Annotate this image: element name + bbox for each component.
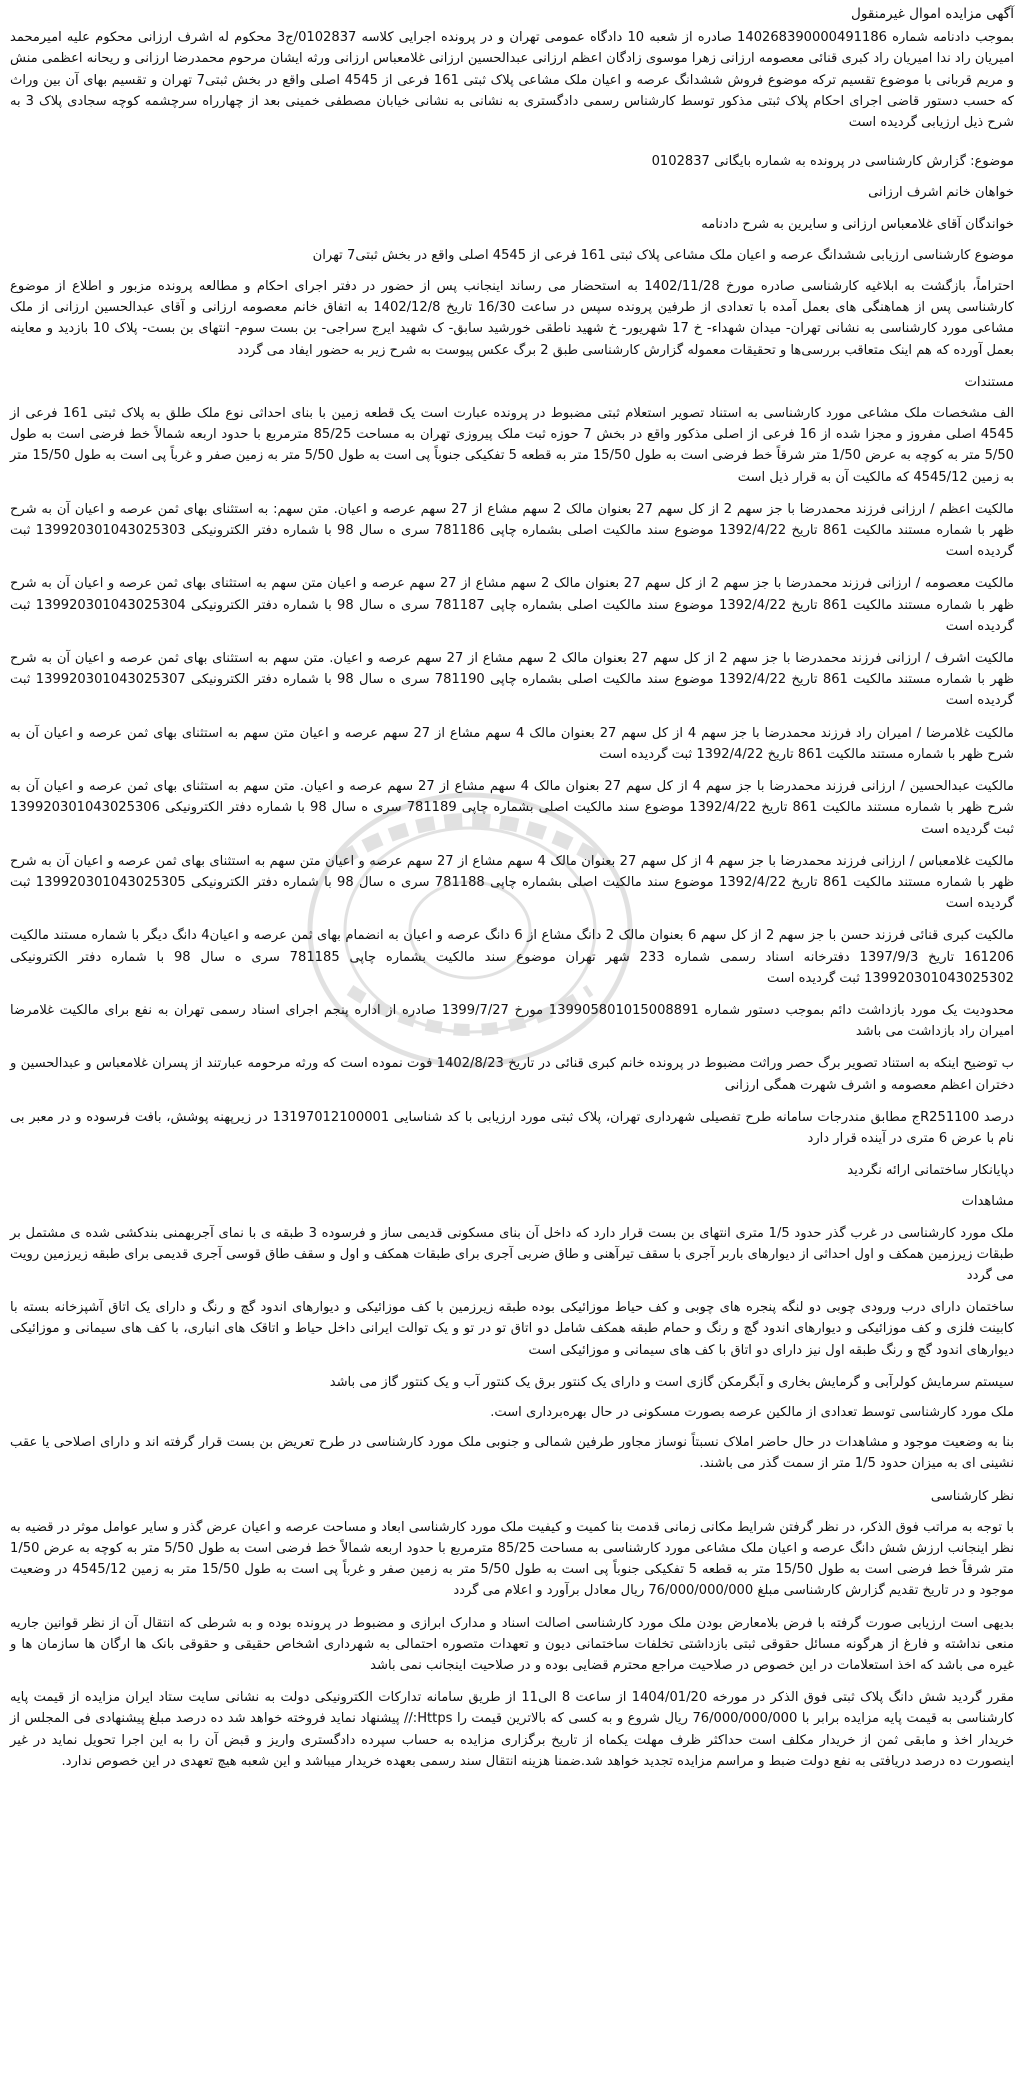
ownership-paragraph-7: مالکیت کبری قنائی فرزند حسن با جز سهم 2 از کل سهم 6 بعنوان مالک 2 دانگ مشاع از 6 دانگ عرصه و اعیان به انضمام بهای ثمن عرصه و اعیان4 دانگ دیگر با شماره مستند مالکیت 161206 تاریخ 1397/9/3 دفترخانه اسناد رسمی شماره 233 شهر تهران موضوع سند مالکیت بشماره چاپی 781185 سری ه سال 98 با شماره دفتر الکترونیکی 139920301043025302 ثبت گردیده است: [10, 928, 1015, 986]
expert-opinion-paragraph-2: بدیهی است ارزیابی صورت گرفته با فرض بلامعارض بودن ملک مورد کارشناسی اصالت اسناد و مدارک ابرازی و مضبوط در پرونده بوده و به شرطی که انتقال آن از نظر قوانین جاریه منعی نداشته و فارغ از هرگونه مسائل حقوقی ثبتی بازداشتی تخلفات ساختمانی دیون و تعهدات متصوره احتمالی به شهرداری اشخاص حقیقی و حقوقی بانک ها ارگان ها سازمان ها و غیره می باشد که اخذ استعلامات در این خصوص در صلاحیت مراجع محترم قضایی بوده و در صلاحیت اینجانب نمی باشد: [10, 1615, 1014, 1673]
observation-paragraph-3: سیستم سرمایش کولرآبی و گرمایش بخاری و آبگرمکن گازی است و دارای یک کنتور برق یک کنتور آب و یک کنتور گاز می باشد: [329, 1374, 1014, 1390]
plaintiff-line: خواهان خانم اشرف ارزانی: [868, 185, 1014, 201]
zoning-paragraph: درصد R251100ج مطابق مندرجات سامانه طرح تفصیلی شهرداری تهران، پلاک ثبتی مورد ارزیابی با کد شناسایی 13197012100001 در زیرپهنه پوشش، بافت فرسوده و در معبر بی نام با عرض 6 متری در آینده قرار دارد: [10, 1109, 1014, 1146]
observations-heading: مشاهدات: [961, 1194, 1014, 1210]
respect-paragraph: احتراماً، بازگشت به ابلاغیه کارشناسی صادره مورخ 1402/11/28 به استحضار می رساند اینجانب پس از حضور در دفتر اجرای احکام و مطالعه پرونده مزبور و اطلاع از موضوع کارشناسی پس از هماهنگی های بعمل آمده با تعدادی از طرفین پرونده سپس در ساعت 16/30 تاریخ 1402/12/8 به اتفاق خانم معصومه ارزانی و آقای عبدالحسین ارزانی از ملک مشاعی مورد کارشناسی به نشانی تهران- میدان شهداء- خ 17 شهریور- خ شهید ناطقی خورشید سابق- ک شهید ایرج سراجی- بن بست سوم- انتهای بن بست- پلاک 10 بازدید و معاینه بعمل آورده که هم اینک متعاقب بررسی‌ها و تحقیقات معموله گزارش کارشناسی طبق 2 برگ عکس پیوست به شرح زیر به حضور ایفاد می گردد: [10, 279, 1014, 358]
auction-terms-paragraph: مقرر گردید شش دانگ پلاک ثبتی فوق الذکر در مورخه 1404/01/20 از ساعت 8 الی11 از طریق سامانه تدارکات الکترونیکی دولت به نشانی سایت ستاد ایران مزایده از قیمت پایه کارشناسی به قیمت پایه مزایده برابر با 76/000/000/000 ریال شروع و به کسی که بالاترین قیمت را Https:// پیشنهاد نماید فروخته خواهد شد ده درصد مبلغ پیشنهادی فی المجلس از خریدار اخذ و مابقی ثمن از خریدار مکلف است حداکثر ظرف مهلت یکماه از تاریخ برگزاری مزایده به حساب سپرده دادگستری واریز و قبض آن را به این اجرا تحویل نماید در غیر اینصورت ده درصد دریافتی به نفع دولت ضبط و مراسم مزایده تجدید خواهد شد.ضمنا هزینه انتقال سند رسمی بعهده خریدار میباشد و این شعبه هیچ تعهدی در این خصوص ندارد.: [10, 1690, 1014, 1769]
notice-title: آگهی مزایده اموال غیرمنقول: [850, 6, 1014, 22]
completion-certificate-line: دپایانکار ساختمانی ارائه نگردید: [847, 1163, 1014, 1179]
ownership-paragraph-6: مالکیت غلامعباس / ارزانی فرزند محمدرضا با جز سهم 4 از کل سهم 27 بعنوان مالک 4 سهم مشاع از 27 سهم عرصه و اعیان متن سهم به استثنای بهای ثمن عرصه و اعیان آن به شرح ظهر با شماره مستند مالکیت 861 تاریخ 1392/4/22 موضوع سند مالکیت اصلی بشماره چاپی 781188 سری ه سال 98 با شماره دفتر الکترونیکی 139920301043025305 ثبت گردیده است: [10, 853, 1014, 912]
expert-opinion-heading: نظر کارشناسی: [930, 1488, 1014, 1504]
ownership-paragraph-1: مالکیت اعظم / ارزانی فرزند محمدرضا با جز سهم 2 از کل سهم 27 بعنوان مالک 2 سهم مشاع از 27 سهم عرصه و اعیان. متن سهم: به استثنای بهای ثمن عرصه و اعیان آن به شرح ظهر با شماره مستند مالکیت 861 تاریخ 1392/4/22 موضوع سند مالکیت اصلی بشماره چاپی 781186 سری ه سال 98 با شماره دفتر الکترونیکی 139920301043025303 ثبت گردیده است: [10, 501, 1015, 560]
subject-line: موضوع: گزارش کارشناسی در پرونده به شماره بایگانی 0102837: [651, 154, 1014, 170]
inheritance-paragraph: ب توضیح اینکه به استناد تصویر برگ حصر وراثت مضبوط در پرونده خانم کبری قنائی در تاریخ 1402/8/23 فوت نموده است که ورثه مرحومه عبارتند از پسران غلامعباس و عبدالحسین و دختران اعظم معصومه و اشرف شهرت همگی ارزانی: [10, 1056, 1014, 1093]
documents-heading: مستندات: [964, 374, 1014, 390]
defendant-line: خواندگان آقای غلامعباس ارزانی و سایرین به شرح دادنامه: [701, 216, 1014, 232]
expert-opinion-paragraph-1: با توجه به مراتب فوق الذکر، در نظر گرفتن شرایط مکانی زمانی قدمت بنا کمیت و کیفیت ملک مورد کارشناسی ابعاد و مساحت عرصه و اعیان عرض گذر و سایر عوامل موثر در قضیه به نظر اینجانب ارزش شش دانگ عرصه و اعیان ملک مشاعی مورد کارشناسی به مساحت 85/25 مترمربع با حدود اربعه شمالاً خط فرضی است به طول 5/50 متر به کوچه به عرض 1/50 متر شرقاً خط فرضی است به طول 15/50 متر به قطعه 5 تفکیکی جنوباً پی است به طول 5/50 متر به زمین صفر و غرباً پی است به طول 15/50 متر به زمین 4545/12 در وضعیت موجود و در تاریخ تقدیم گزارش کارشناسی مبلغ 76/000/000/000 ریال معادل برآورد و اعلام می گردد: [10, 1519, 1015, 1599]
topic-line: موضوع کارشناسی ارزیابی ششدانگ عرصه و اعیان ملک مشاعی پلاک ثبتی 161 فرعی از 4545 اصلی واقع در بخش ثبتی7 تهران: [312, 247, 1014, 263]
ownership-paragraph-2: مالکیت معصومه / ارزانی فرزند محمدرضا با جز سهم 2 از کل سهم 27 بعنوان مالک 2 سهم مشاع از 27 سهم عرصه و اعیان متن سهم به استثنای بهای ثمن عرصه و اعیان آن به شرح ظهر با شماره مستند مالکیت 861 تاریخ 1392/4/22 موضوع سند مالکیت اصلی بشماره چاپی 781187 سری ه سال 98 با شماره دفتر الکترونیکی 139920301043025304 ثبت گردیده است: [10, 576, 1014, 634]
ownership-paragraph-5: مالکیت عبدالحسین / ارزانی فرزند محمدرضا با جز سهم 4 از کل سهم 27 بعنوان مالک 4 سهم مشاع از 27 سهم عرصه و اعیان. متن سهم به استثنای بهای ثمن عرصه و اعیان آن به شرح ظهر با شماره مستند مالکیت 861 تاریخ 1392/4/22 موضوع سند مالکیت اصلی بشماره چاپی 781189 سری ه سال 98 با شماره دفتر الکترونیکی 139920301043025306 ثبت گردیده است: [10, 779, 1014, 837]
observation-paragraph-2: ساختمان دارای درب ورودی چوبی دو لنگه پنجره های چوبی و کف حیاط موزائیکی بوده طبقه زیرزمین با کف موزائیکی و دیوارهای اندود گچ و رنگ و دارای یک اتاق آشپزخانه بسته با کابینت فلزی و کف موزائیکی و دیوارهای اندود گچ و رنگ و حمام طبقه همکف شامل دو اتاق تو در تو و یک توالت ایرانی داخل حیاط و اتاقک های انباری، با کف های سیمانی و موزائیکی دیوارهای اندود گچ و رنگ طبقه اول نیز دارای دو اتاق با کف های سیمانی و موزائیکی است: [10, 1300, 1014, 1358]
property-spec-paragraph: الف مشخصات ملک مشاعی مورد کارشناسی به استناد تصویر استعلام ثبتی مضبوط در پرونده عبارت است یک قطعه زمین با بنای احداثی نوع ملک طلق به پلاک ثبتی 161 فرعی از 4545 اصلی مفروز و مجزا شده از 16 فرعی از اصلی مذکور واقع در بخش 7 حوزه ثبت ملک پیروزی تهران به مساحت 85/25 مترمربع با حدود اربعه شمالاً خط فرضی است به طول 5/50 متر به کوچه به عرض 1/50 متر شرقاً خط فرضی است به طول 15/50 متر به قطعه 5 تفکیکی جنوباً پی است به طول 5/50 متر به زمین صفر و غرباً پی است به طول 15/50 متر به زمین 4545/12 که مالکیت آن به قرار ذیل است: [10, 406, 1015, 485]
intro-paragraph: بموجب دادنامه شماره 140268390000491186 صادره از شعبه 10 دادگاه عمومی تهران و در پرونده اجرایی کلاسه 0102837/ج3 محکوم له اشرف ارزانی محکوم علیه امیرمحمد امیریان راد ندا امیریان راد کبری قنائی معصومه ارزانی زهرا موسوی زادگان اعظم ارزانی عبدالحسین ارزانی غلامعباس ارزانی ورثه ایشان مرحوم محمدرضا ارزانی و ریحانه اعظمی منش و مریم قربانی با موضوع تقسیم ترکه موضوع فروش ششدانگ عرصه و اعیان ملک مشاعی پلاک ثبتی 161 فرعی از 4545 اصلی واقع در بخش ثبتی7 تهران و تقسیم بهای آن بین وراث که حسب دستور قاضی اجرای احکام پلاک ثبتی مذکور توسط کارشناس رسمی دادگستری به نشانی به نشانی خیابان مصطفی خمینی بعد از چهارراه سرچشمه کوچه سجادی پلاک 3 به شرح ذیل ارزیابی گردیده است: [10, 30, 1014, 131]
observation-paragraph-1: ملک مورد کارشناسی در غرب گذر حدود 1/5 متری انتهای بن بست قرار دارد که داخل آن بنای مسکونی قدیمی ساز و فرسوده 3 طبقه ی با نمای آجربهمنی بندکشی شده ی مشتمل بر طبقات زیرزمین همکف و اول احداثی از دیوارهای باربر آجری با سقف تیرآهنی و طاق ضربی آجری برای طبقات همکف و اول و سقف طاق قوسی آجری قدیمی برای طبقه زیرزمین رویت می گردد: [10, 1225, 1014, 1283]
ownership-paragraph-3: مالکیت اشرف / ارزانی فرزند محمدرضا با جز سهم 2 از کل سهم 27 بعنوان مالک 2 سهم مشاع از 27 سهم عرصه و اعیان. متن سهم به استثنای بهای ثمن عرصه و اعیان آن به شرح ظهر با شماره مستند مالکیت 861 تاریخ 1392/4/22 موضوع سند مالکیت اصلی بشماره چاپی 781190 سری ه سال 98 با شماره دفتر الکترونیکی 139920301043025307 ثبت گردیده است: [10, 651, 1015, 709]
restriction-paragraph: محدودیت یک مورد بازداشت دائم بموجب دستور شماره 139905801015008891 مورخ 1399/7/27 صادره از اداره پنجم اجرای اسناد رسمی تهران به نفع برای مالکیت غلامرضا امیران راد بازداشت می باشد: [10, 1002, 1014, 1040]
ownership-paragraph-4: مالکیت غلامرضا / امیران راد فرزند محمدرضا با جز سهم 4 از کل سهم 27 بعنوان مالک 4 سهم مشاع از 27 سهم عرصه و اعیان متن سهم به استثنای بهای ثمن عرصه و اعیان آن به شرح ظهر با شماره مستند مالکیت 861 تاریخ 1392/4/22 ثبت گردیده است: [10, 725, 1015, 762]
observation-paragraph-4: ملک مورد کارشناسی توسط تعدادی از مالکین عرصه بصورت مسکونی در حال بهره‌برداری است.: [490, 1404, 1014, 1420]
observation-paragraph-5: بنا به وضعیت موجود و مشاهدات در حال حاضر املاک نسبتاً نوساز مجاور طرفین شمالی و جنوبی ملک مورد کارشناسی در طرح تعریض بن بست قرار گرفته اند و دارای اصلاحی یا عقب نشینی ای به میزان حدود 1/5 متر از سمت گذر می باشند.: [10, 1435, 1014, 1472]
